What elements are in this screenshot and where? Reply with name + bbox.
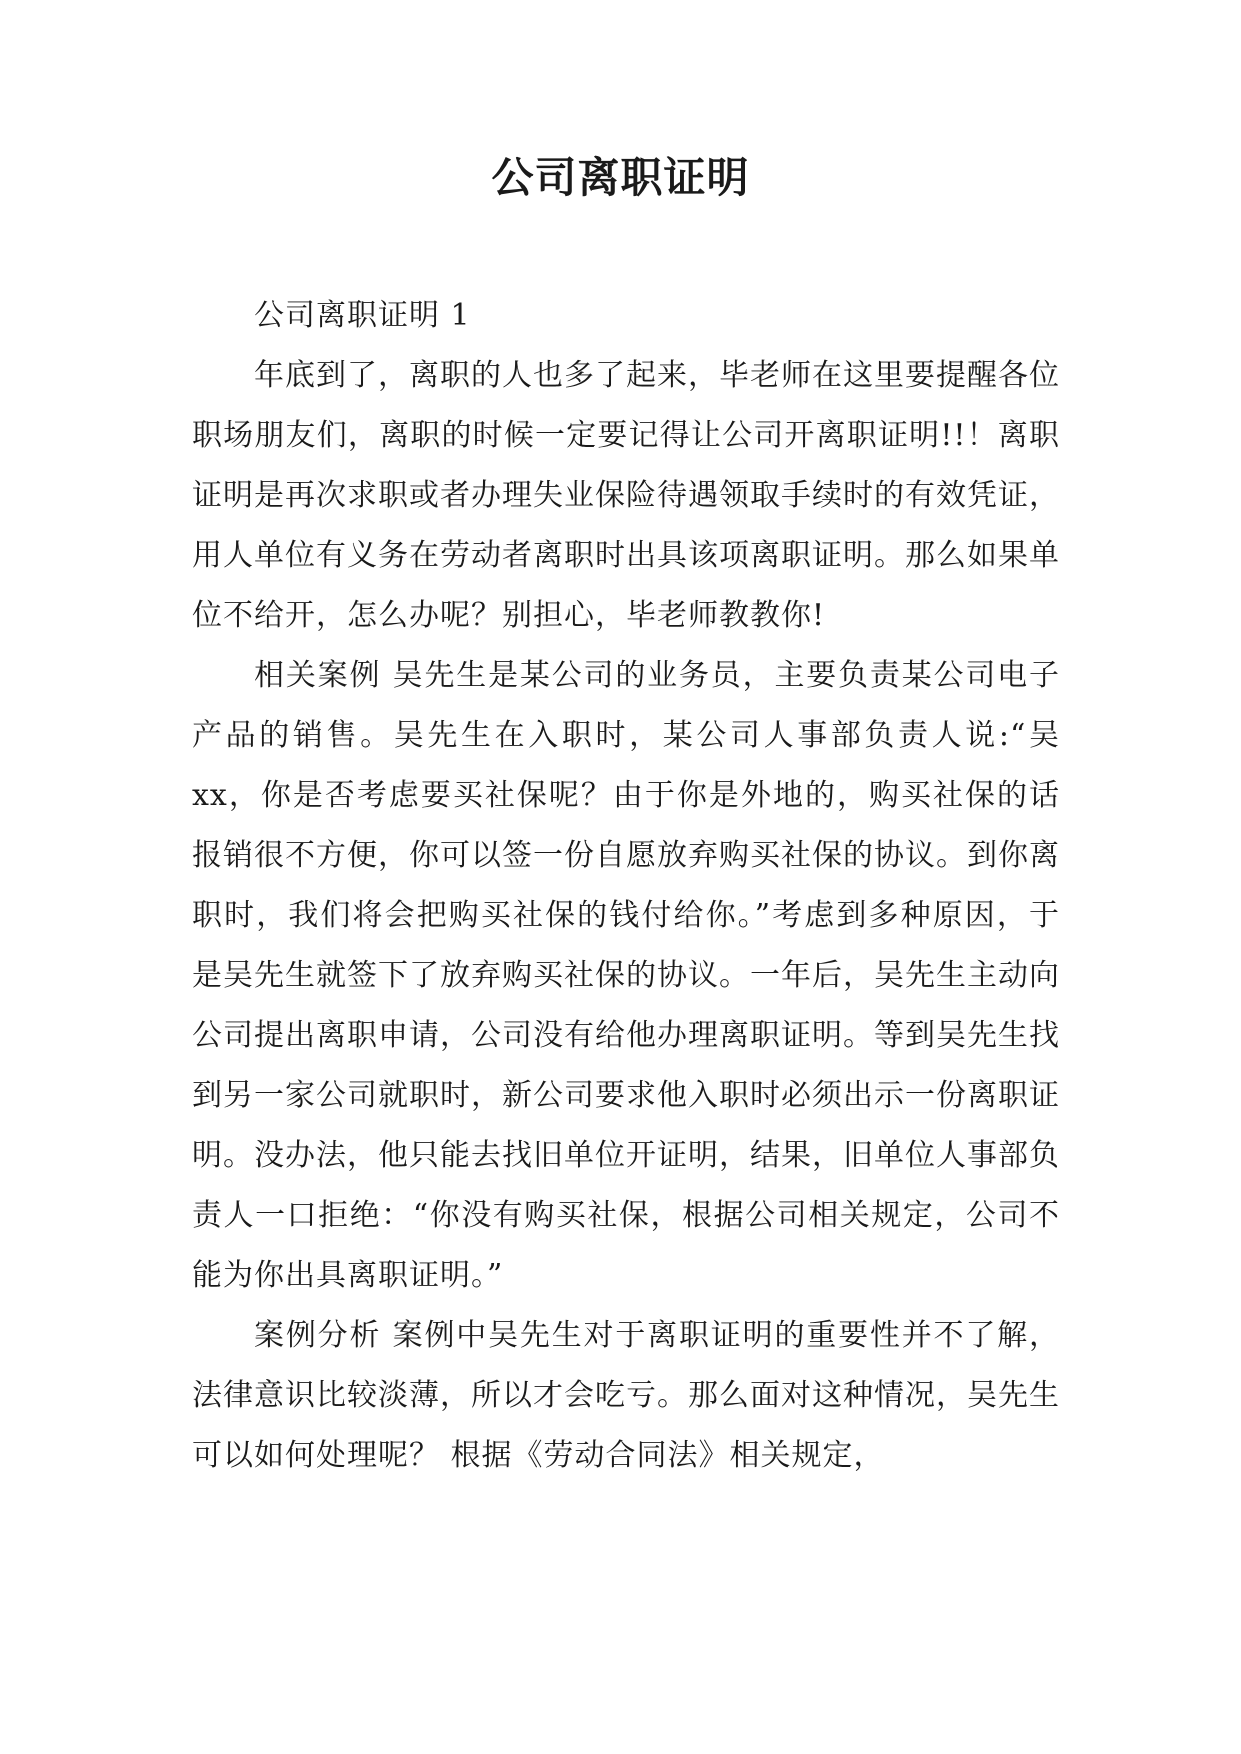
paragraph: 年底到了，离职的人也多了起来，毕老师在这里要提醒各位职场朋友们，离职的时候一定要记得让公司开离职证明!!！离职证明是再次求职或者办理失业保险待遇领取手续时的有效凭证，用人单位有义务在劳动者离职时出具该项离职证明。那么如果单位不给开，怎么办呢？别担心，毕老师教教你! [192,358,1060,633]
document-body [192,286,1060,1486]
paragraph: 相关案例 吴先生是某公司的业务员，主要负责某公司电子产品的销售。吴先生在入职时，某公司人事部负责人说:“吴 xx，你是否考虑要买社保呢？由于你是外地的，购买社保的话报销很不方便，你可以签一份自愿放弃购买社保的协议。到你离职时，我们将会把购买社保的钱付给你。”考虑到多种原因，于是吴先生就签下了放弃购买社保的协议。一年后，吴先生主动向公司提出离职申请，公司没有给他办理离职证明。等到吴先生找到另一家公司就职时，新公司要求他入职时必须出示一份离职证明。没办法，他只能去找旧单位开证明，结果，旧单位人事部负责人一口拒绝：“你没有购买社保，根据公司相关规定，公司不能为你出具离职证明。” [192,658,1060,1293]
document-title: 公司离职证明 [491,153,750,202]
paragraph-heading: 公司离职证明 1 [254,298,471,333]
paragraph: 案例分析 案例中吴先生对于离职证明的重要性并不了解，法律意识比较淡薄，所以才会吃亏。那么面对这种情况，吴先生可以如何处理呢？ 根据《劳动合同法》相关规定， [192,1318,1060,1473]
